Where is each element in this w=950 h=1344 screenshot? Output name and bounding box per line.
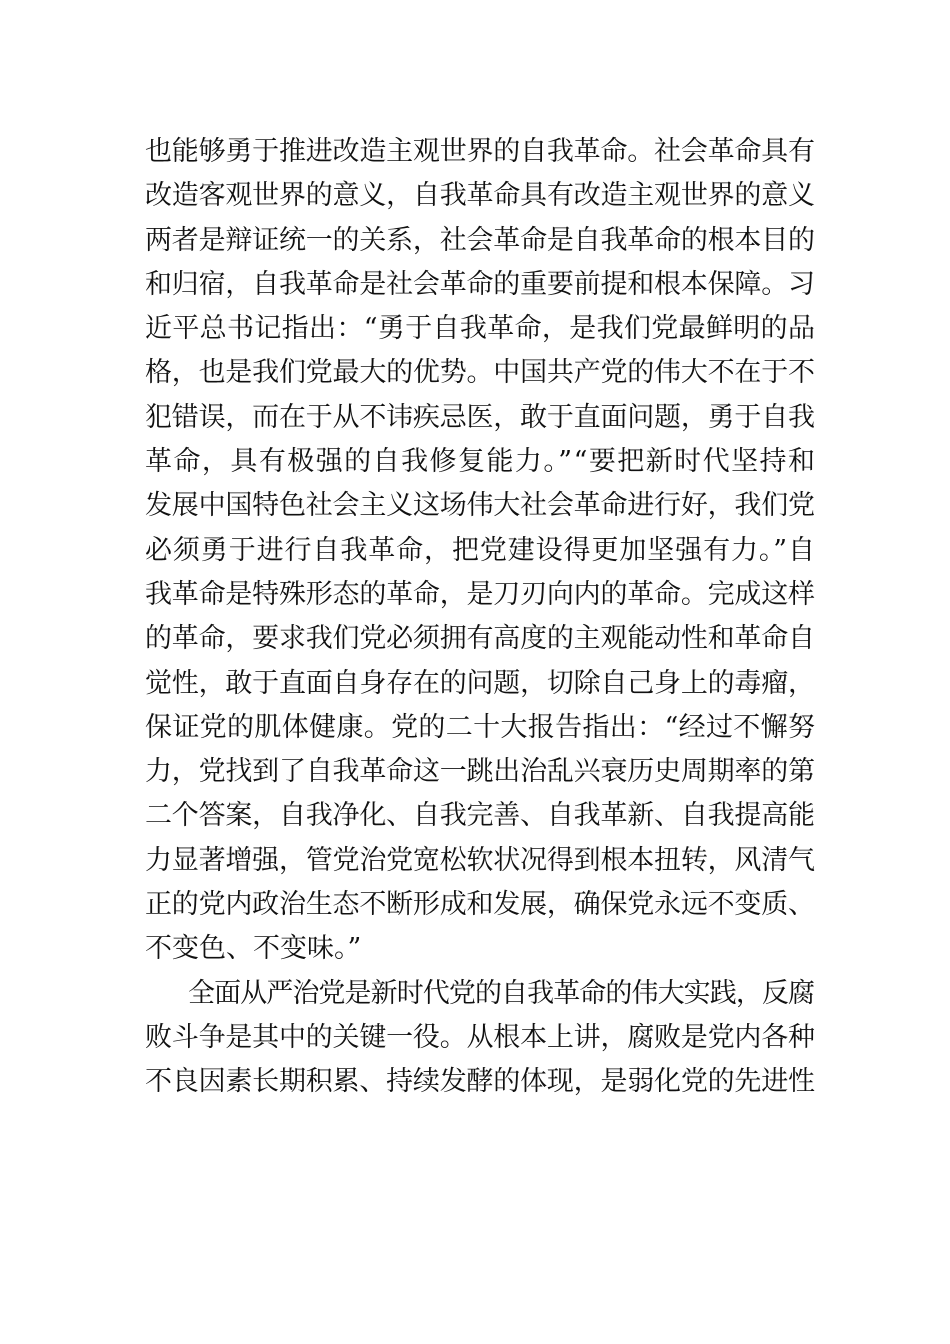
- text-line: 的革命，要求我们党必须拥有高度的主观能动性和革命自: [145, 623, 815, 655]
- text-line: 力，党找到了自我革命这一跳出治乱兴衰历史周期率的第: [145, 756, 815, 788]
- text-line: 近平总书记指出：“勇于自我革命，是我们党最鲜明的品: [145, 313, 816, 345]
- text-line: 格，也是我们党最大的优势。中国共产党的伟大不在于不: [145, 357, 815, 389]
- text-line: 保证党的肌体健康。党的二十大报告指出：“经过不懈努: [145, 711, 816, 743]
- text-line: 不变色、不变味。”: [145, 933, 362, 965]
- text-line: 改造客观世界的意义，自我革命具有改造主观世界的意义: [145, 180, 815, 212]
- text-line: 力显著增强，管党治党宽松软状况得到根本扭转，风清气: [145, 844, 815, 876]
- body-text: [145, 130, 815, 1105]
- text-line: 我革命是特殊形态的革命，是刀刃向内的革命。完成这样: [145, 578, 815, 610]
- text-line: 必须勇于进行自我革命，把党建设得更加坚强有力。”自: [145, 534, 816, 566]
- text-line: 败斗争是其中的关键一役。从根本上讲，腐败是党内各种: [145, 1021, 815, 1053]
- text-line: 二个答案，自我净化、自我完善、自我革新、自我提高能: [145, 800, 815, 832]
- text-line: 革命，具有极强的自我修复能力。”“要把新时代坚持和: [145, 446, 817, 478]
- text-line: 犯错误，而在于从不讳疾忌医，敢于直面问题，勇于自我: [145, 401, 815, 433]
- text-line: 发展中国特色社会主义这场伟大社会革命进行好，我们党: [145, 490, 815, 522]
- text-line: 正的党内政治生态不断形成和发展，确保党永远不变质、: [145, 889, 815, 921]
- text-line: 和归宿，自我革命是社会革命的重要前提和根本保障。习: [145, 268, 815, 300]
- paragraph-start-line: 全面从严治党是新时代党的自我革命的伟大实践，反腐: [188, 977, 815, 1009]
- text-line: 两者是辩证统一的关系，社会革命是自我革命的根本目的: [145, 224, 815, 256]
- text-line: 不良因素长期积累、持续发酵的体现，是弱化党的先进性: [145, 1066, 815, 1098]
- text-line: 觉性，敢于直面自身存在的问题，切除自己身上的毒瘤，: [145, 667, 815, 699]
- text-line: 也能够勇于推进改造主观世界的自我革命。社会革命具有: [145, 136, 815, 167]
